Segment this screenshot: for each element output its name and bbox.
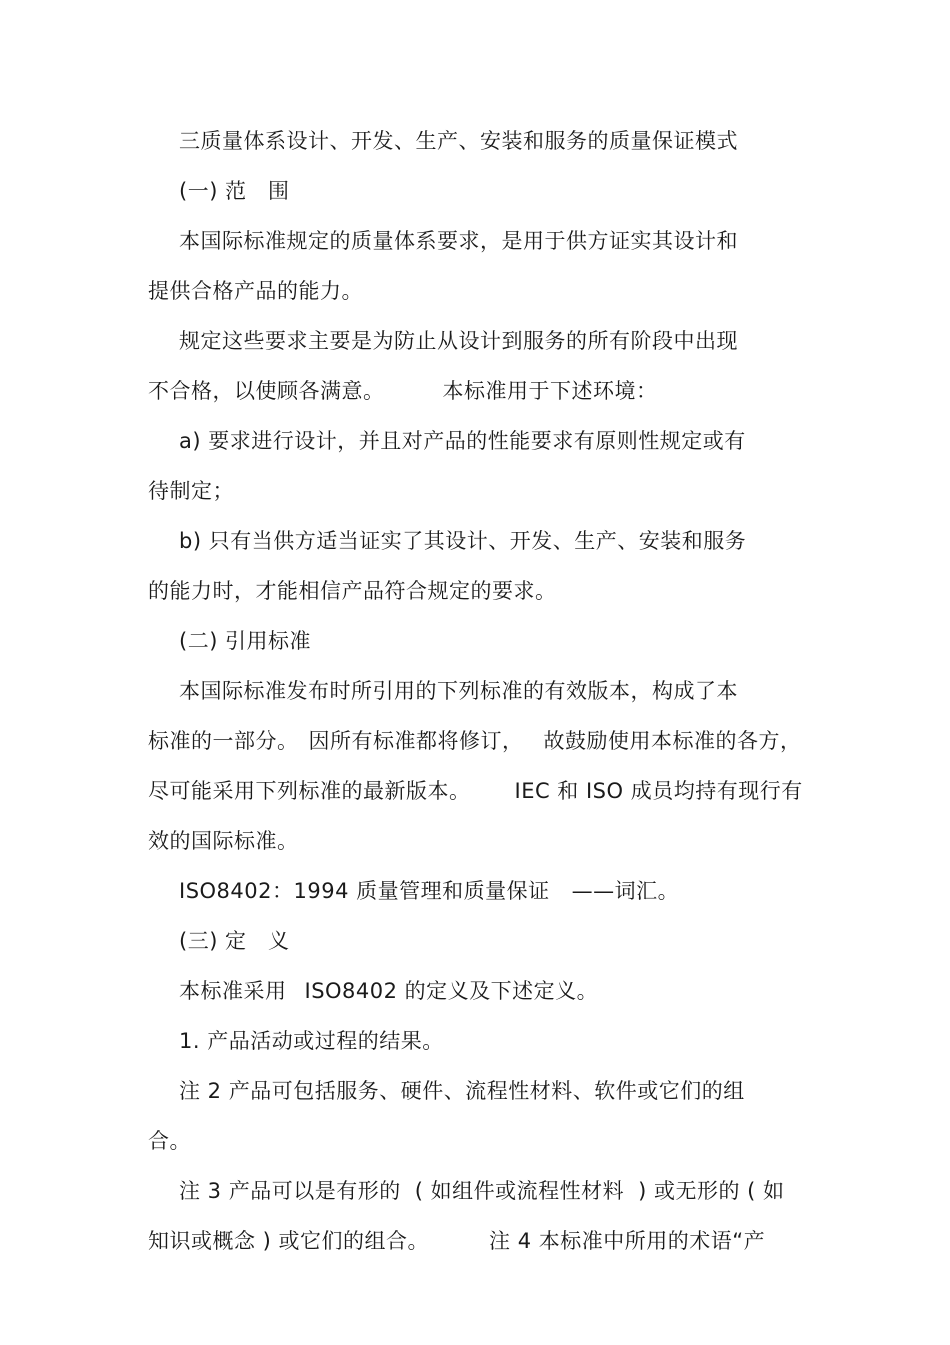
- paragraph-fragment: 知识或概念 ) 或它们的组合。: [148, 1229, 430, 1253]
- note-line: [179, 1177, 785, 1205]
- paragraph-line: [179, 977, 598, 1005]
- paragraph-fragment: IEC 和 ISO 成员均持有现行有: [514, 779, 803, 803]
- paragraph-fragment: 本标准用于下述环境：: [442, 379, 658, 403]
- paragraph-fragment: 尽可能采用下列标准的最新版本。: [148, 779, 471, 803]
- paragraph-fragment: 注 4 本标准中所用的术语“产: [489, 1229, 766, 1253]
- definition-item: 1. 产品活动或过程的结果。: [179, 1029, 444, 1053]
- paragraph-fragment: ) 或无形的 ( 如: [638, 1179, 785, 1203]
- note-line: 注 2 产品可包括服务、硬件、流程性材料、软件或它们的组: [179, 1079, 745, 1103]
- reference-line: [179, 877, 679, 905]
- paragraph-fragment: 标准的一部分。: [148, 729, 299, 753]
- list-item-a: a) 要求进行设计，并且对产品的性能要求有原则性规定或有: [179, 429, 746, 453]
- paragraph-fragment: 不合格，以使顾各满意。: [148, 379, 385, 403]
- paragraph-line: [148, 727, 802, 755]
- paragraph-fragment: ( 如组件或流程性材料: [414, 1179, 625, 1203]
- reference-suffix: ——词汇。: [571, 879, 680, 903]
- paragraph-line: 待制定；: [148, 479, 234, 503]
- paragraph-fragment: 本标准采用: [179, 979, 287, 1003]
- paragraph-line: 本国际标准发布时所引用的下列标准的有效版本，构成了本: [179, 679, 738, 703]
- paragraph-line: 的能力时，才能相信产品符合规定的要求。: [148, 579, 557, 603]
- paragraph-line: 提供合格产品的能力。: [148, 279, 363, 303]
- paragraph-line: 规定这些要求主要是为防止从设计到服务的所有阶段中出现: [179, 329, 738, 353]
- paragraph-fragment: 注 3 产品可以是有形的: [179, 1179, 401, 1203]
- paragraph-line: 合。: [148, 1129, 191, 1153]
- paragraph-fragment: 因所有标准都将修订，: [308, 729, 524, 753]
- paragraph-fragment: ISO8402 的定义及下述定义。: [304, 979, 599, 1003]
- paragraph-line: [148, 1227, 765, 1255]
- paragraph-line: [148, 777, 803, 805]
- subsection-heading-scope: (一) 范 围: [179, 179, 290, 203]
- section-heading: 三质量体系设计、开发、生产、安装和服务的质量保证模式: [179, 129, 738, 153]
- paragraph-line: [148, 377, 658, 405]
- paragraph-line: 效的国际标准。: [148, 829, 299, 853]
- paragraph-line: 本国际标准规定的质量体系要求，是用于供方证实其设计和: [179, 229, 738, 253]
- reference-title: ISO8402：1994 质量管理和质量保证: [179, 879, 550, 903]
- list-item-b: b) 只有当供方适当证实了其设计、开发、生产、安装和服务: [179, 529, 747, 553]
- subsection-heading-definitions: (三) 定 义: [179, 929, 290, 953]
- paragraph-fragment: 故鼓励使用本标准的各方，: [543, 729, 802, 753]
- subsection-heading-references: (二) 引用标准: [179, 629, 312, 653]
